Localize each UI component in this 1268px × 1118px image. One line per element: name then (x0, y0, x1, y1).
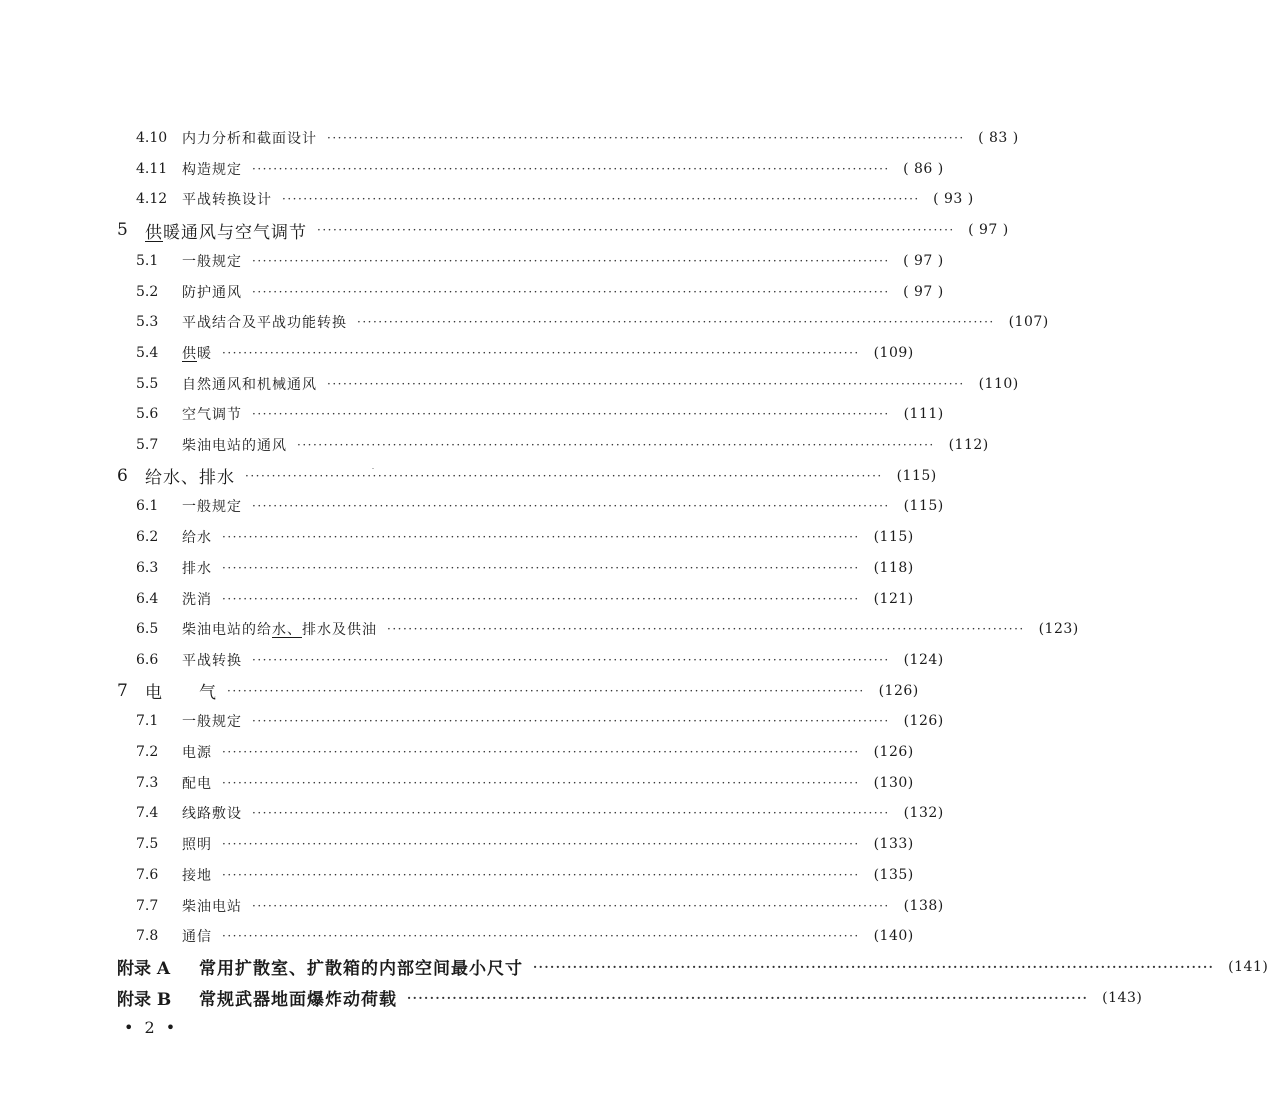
toc-entry[interactable] (117, 217, 1009, 243)
toc-entry[interactable] (136, 739, 914, 765)
toc-entry-number: 6.2 (136, 529, 159, 546)
toc-entry-number: 附录 B (117, 990, 172, 1011)
toc-entry-title: 通信 (182, 929, 212, 946)
dot-leader: ························································································································ (245, 468, 883, 483)
toc-entry-title: 常规武器地面爆炸动荷载 (199, 990, 397, 1011)
toc-entry-page: (111) (903, 406, 944, 423)
dot-leader: ························································································································ (222, 929, 860, 944)
toc-entry[interactable] (136, 248, 944, 274)
toc-entry-number: 7.6 (136, 866, 159, 883)
toc-entry-title: 给水 (182, 530, 212, 547)
toc-entry-number: 7.7 (136, 897, 159, 914)
toc-entry-page: (126) (873, 744, 914, 760)
toc-entry-number: 5.5 (136, 375, 159, 392)
toc-entry-page: (132) (903, 805, 944, 822)
toc-entry[interactable] (136, 893, 944, 919)
dot-leader: ························································································································ (222, 591, 860, 606)
toc-entry-page: (110) (978, 375, 1019, 392)
dot-leader: ························································································································ (407, 990, 1089, 1005)
toc-entry-number: 7.5 (136, 836, 159, 853)
dot-leader: ························································································································ (327, 376, 965, 391)
toc-entry-title: 接地 (182, 867, 212, 884)
toc-entry-page: (118) (873, 559, 914, 576)
toc-entry-title: 平战转换 (182, 652, 242, 669)
toc-entry-number: 6.1 (136, 498, 159, 515)
toc-entry-title: 一般规定 (182, 714, 242, 731)
toc-entry[interactable] (136, 647, 944, 673)
toc-entry-title: 防护通风 (182, 284, 242, 301)
toc-entry-title: 常用扩散室、扩散箱的内部空间最小尺寸 (199, 959, 523, 980)
toc-entry-number: 7.3 (136, 774, 159, 791)
toc-entry-page: (143) (1102, 989, 1143, 1006)
toc-entry-title: 线路敷设 (182, 806, 242, 823)
toc-entry-number: 5.3 (136, 314, 159, 331)
toc-entry-number: 6.5 (136, 621, 159, 638)
toc-entry-title: 洗消 (182, 591, 212, 608)
toc-entry-page: ( 97 ) (968, 222, 1009, 239)
dot-leader: ························································································································ (387, 622, 1025, 637)
toc-entry-page: (140) (873, 928, 914, 945)
dot-leader: ························································································································ (252, 161, 890, 176)
toc-entry-title: 平战转换设计 (182, 192, 272, 209)
toc-entry-page: (121) (873, 590, 914, 607)
toc-entry[interactable] (136, 616, 1079, 642)
toc-entry-page: (141) (1228, 958, 1268, 975)
toc-entry[interactable] (136, 340, 914, 366)
toc-entry[interactable] (117, 985, 1143, 1011)
toc-entry-page: (135) (873, 866, 914, 883)
toc-entry[interactable] (136, 279, 944, 305)
dot-leader: ························································································································ (252, 284, 890, 299)
toc-entry-title: 内力分析和截面设计 (182, 131, 317, 147)
toc-entry-title: 配电 (182, 775, 212, 792)
toc-entry-number: 5.6 (136, 406, 159, 423)
toc-entry-number: 6.6 (136, 651, 159, 668)
toc-entry-page: (107) (1008, 314, 1049, 331)
toc-entry-page: (126) (903, 713, 944, 730)
dot-leader: ························································································································ (252, 898, 890, 913)
toc-entry-number: 7.1 (136, 713, 159, 730)
toc-entry-number: 5.7 (136, 437, 159, 453)
dot-leader: ························································································································ (222, 745, 860, 759)
dot-leader: ························································································································ (357, 315, 995, 330)
toc-entry-title: 柴油电站的给水、排水及供油 (182, 622, 377, 639)
dot-leader: ························································································································ (282, 192, 920, 207)
toc-entry[interactable] (117, 678, 919, 704)
toc-entry-number: 4.10 (136, 130, 168, 146)
dot-leader: ························································································································ (252, 652, 890, 667)
toc-entry[interactable] (136, 862, 914, 888)
toc-entry-page: ( 97 ) (903, 252, 944, 269)
toc-entry-title: 照明 (182, 837, 212, 854)
toc-entry-title: 电源 (182, 745, 212, 761)
toc-entry-page: (112) (948, 437, 989, 453)
toc-entry-number: 7.4 (136, 805, 159, 822)
dot-leader: ························································································································ (533, 959, 1215, 974)
toc-entry-title: 空气调节 (182, 407, 242, 424)
page-number: • 2 • (124, 1018, 179, 1037)
toc-entry-number: 6.4 (136, 590, 159, 607)
toc-entry-number: 4.12 (136, 191, 168, 208)
toc-entry-title: 供暖 (182, 345, 212, 362)
toc-entry-title: 平战结合及平战功能转换 (182, 315, 347, 332)
toc-entry[interactable] (136, 156, 944, 182)
dot-leader: ························································································································ (222, 775, 860, 790)
toc-entry-title: 一般规定 (182, 499, 242, 516)
toc-entry-page: (115) (896, 467, 937, 484)
toc-entry-number: 5.1 (136, 252, 159, 269)
toc-entry-page: ( 93 ) (933, 191, 974, 208)
toc-entry-number: 5 (117, 220, 128, 241)
toc-entry[interactable] (136, 800, 944, 826)
toc-entry[interactable] (117, 954, 1268, 980)
toc-entry[interactable] (117, 463, 937, 489)
toc-entry-page: (115) (903, 498, 944, 515)
dot-leader: ························································································································ (222, 867, 860, 882)
dot-leader: ························································································································ (252, 806, 890, 821)
toc-entry[interactable] (136, 708, 944, 734)
toc-entry-page: (115) (873, 529, 914, 546)
dot-leader: ························································································································ (222, 345, 860, 360)
toc-entry-title: 柴油电站的通风 (182, 438, 287, 454)
toc-entry[interactable] (136, 923, 914, 949)
toc-entry-title: 电 气 (145, 683, 217, 704)
toc-entry[interactable] (136, 432, 989, 458)
toc-entry-page: (109) (873, 344, 914, 361)
toc-entry-page: (130) (873, 774, 914, 791)
toc-entry[interactable] (136, 493, 944, 519)
toc-entry-page: (123) (1038, 621, 1079, 638)
toc-entry-number: 5.2 (136, 283, 159, 300)
toc-entry[interactable] (136, 524, 914, 550)
toc-entry-title: 柴油电站 (182, 898, 242, 915)
toc-entry-page: (126) (878, 682, 919, 699)
toc-entry[interactable] (136, 555, 914, 581)
toc-entry[interactable] (136, 371, 1019, 397)
toc-entry-title: 一般规定 (182, 253, 242, 270)
toc-entry[interactable] (136, 309, 1049, 335)
dot-leader: ························································································································ (252, 499, 890, 514)
toc-entry[interactable] (136, 401, 944, 427)
toc-entry-number: 7 (117, 680, 128, 701)
toc-entry-page: ( 86 ) (903, 160, 944, 177)
dot-leader: ························································································································ (327, 131, 965, 145)
toc-entry-number: 4.11 (136, 160, 168, 177)
toc-entry-number: 7.2 (136, 744, 159, 760)
dot-leader: ························································································································ (252, 714, 890, 729)
toc-entry-number: 6 (117, 465, 128, 486)
toc-entry-page: (138) (903, 897, 944, 914)
toc-entry-page: (124) (903, 651, 944, 668)
toc-entry-number: 6.3 (136, 559, 159, 576)
scan-speck (372, 468, 374, 469)
toc-entry-title: 构造规定 (182, 161, 242, 178)
toc-entry[interactable] (136, 586, 914, 612)
toc-entry-page: ( 83 ) (978, 130, 1019, 146)
toc-entry-number: 7.8 (136, 928, 159, 945)
toc-entry[interactable] (136, 186, 974, 212)
toc-entry-page: ( 97 ) (903, 283, 944, 300)
dot-leader: ························································································································ (317, 223, 955, 238)
toc-entry[interactable] (136, 125, 1019, 151)
toc-entry[interactable] (136, 831, 914, 857)
toc-entry[interactable] (136, 770, 914, 796)
toc-entry-title: 给水、排水 (145, 468, 235, 489)
toc-entry-title: 供暖通风与空气调节 (145, 222, 307, 243)
dot-leader: ························································································································ (222, 560, 860, 575)
dot-leader: ························································································································ (252, 253, 890, 268)
dot-leader: ························································································································ (227, 683, 865, 698)
toc-entry-title: 自然通风和机械通风 (182, 376, 317, 393)
dot-leader: ························································································································ (252, 407, 890, 422)
dot-leader: ························································································································ (297, 438, 935, 452)
toc-entry-number: 附录 A (117, 959, 171, 980)
toc-entry-title: 排水 (182, 560, 212, 577)
dot-leader: ························································································································ (222, 530, 860, 545)
toc-entry-page: (133) (873, 836, 914, 853)
dot-leader: ························································································································ (222, 837, 860, 852)
toc-entry-number: 5.4 (136, 344, 159, 361)
